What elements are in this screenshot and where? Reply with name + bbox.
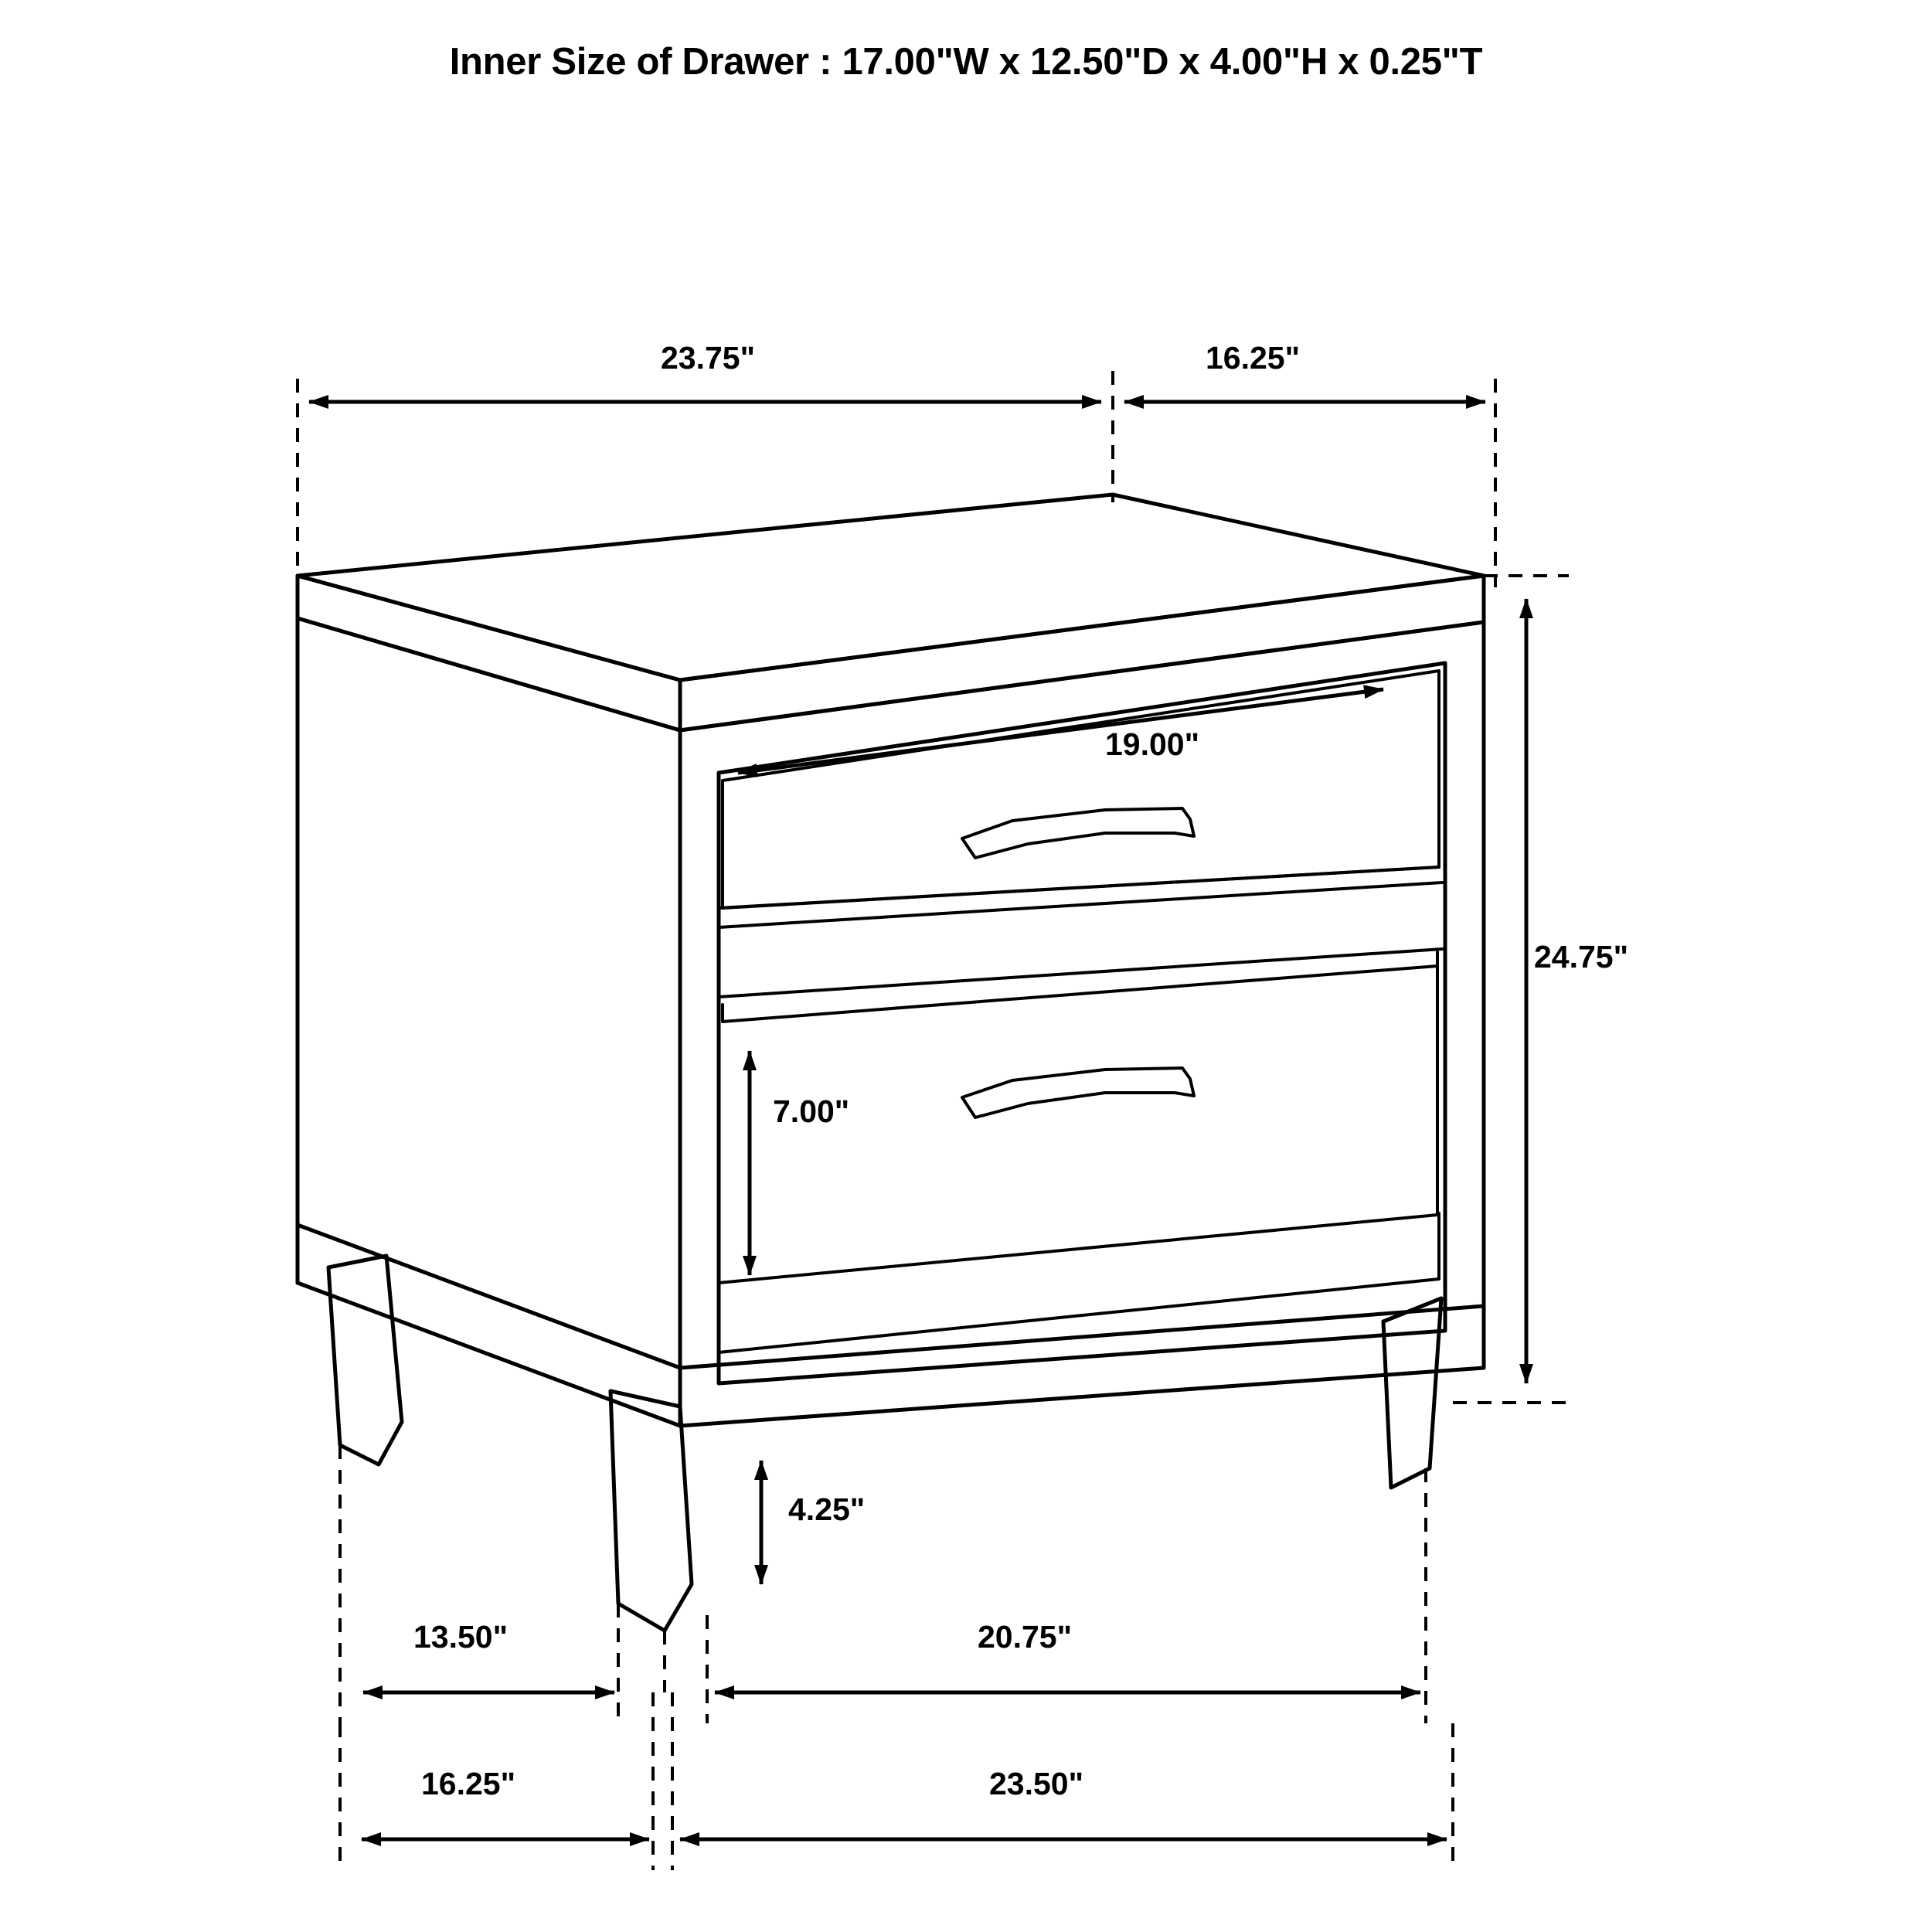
label-top-width: 23.75" xyxy=(661,340,756,376)
page-title: Inner Size of Drawer : 17.00"W x 12.50"D x 4.00"H x 0.25"T xyxy=(449,41,1483,83)
label-footprint-width: 23.50" xyxy=(989,1766,1084,1801)
drawer-2-top-lip xyxy=(723,952,1437,1022)
label-top-depth: 16.25" xyxy=(1206,340,1301,376)
label-drawer-face-height: 7.00" xyxy=(773,1094,850,1129)
leg-front-right xyxy=(1383,1298,1441,1488)
case-side-panel xyxy=(298,618,680,1426)
leg-front-left xyxy=(611,1391,692,1631)
furniture-outline xyxy=(298,495,1484,1631)
label-drawer-inner-width: 19.00" xyxy=(1105,726,1200,762)
label-base-width: 20.75" xyxy=(978,1619,1073,1655)
drawer-handle-1 xyxy=(962,808,1194,858)
leg-back-left-top xyxy=(328,1256,386,1267)
case-front-panel xyxy=(680,622,1484,1426)
label-leg-height: 4.25" xyxy=(788,1492,866,1527)
lower-rail xyxy=(719,1213,1439,1352)
apron-side-line xyxy=(298,1225,680,1368)
label-footprint-depth: 16.25" xyxy=(421,1766,516,1801)
label-overall-height: 24.75" xyxy=(1534,939,1629,975)
drawer-handle-2 xyxy=(962,1068,1194,1117)
top-front-edge xyxy=(680,576,1484,730)
leg-back-left xyxy=(328,1256,402,1464)
front-frame-inner xyxy=(719,663,1445,1383)
top-left-edge xyxy=(298,576,680,730)
label-base-depth: 13.50" xyxy=(413,1619,509,1655)
dim-drawer-inner-width xyxy=(738,689,1383,773)
